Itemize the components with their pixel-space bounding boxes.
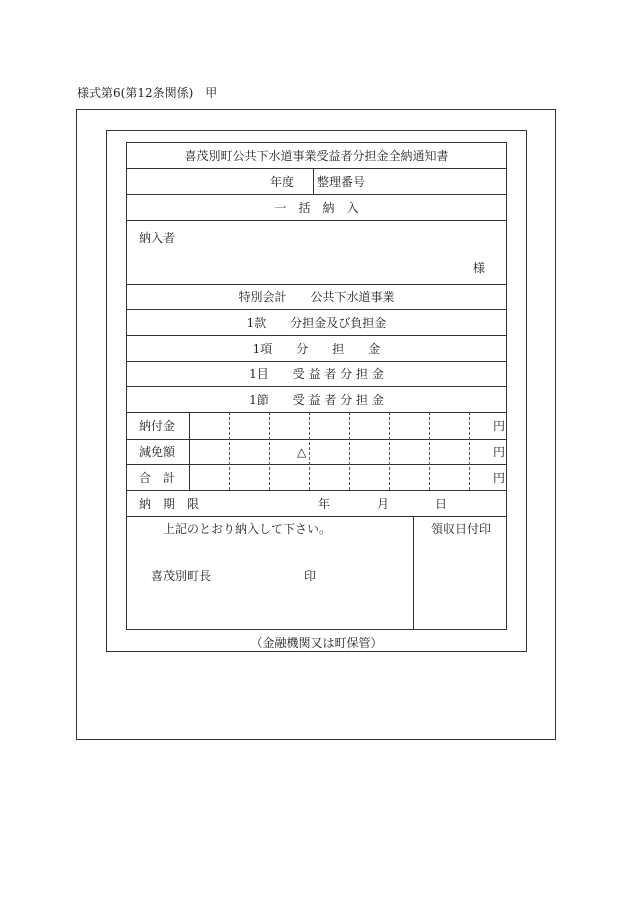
serial-divider <box>313 168 314 194</box>
row-divider <box>127 464 506 465</box>
receipt-stamp-divider <box>413 516 414 629</box>
row-divider <box>127 361 506 362</box>
budget-kan: 1款 分担金及び負担金 <box>246 316 387 330</box>
row-divider <box>127 194 506 195</box>
amount-unit: 円 <box>493 445 506 459</box>
digit-divider <box>389 412 390 490</box>
budget-account: 特別会計 公共下水道事業 <box>238 290 395 304</box>
digit-divider <box>469 412 470 490</box>
due-date-month: 月 <box>377 497 390 511</box>
row-divider <box>127 220 506 221</box>
reduction-triangle-mark: △ <box>297 445 307 459</box>
row-divider <box>127 284 506 285</box>
payer-label: 納入者 <box>139 231 176 245</box>
form-number-label: 様式第6(第12条関係) 甲 <box>77 86 218 100</box>
payment-type: 一 括 納 入 <box>274 201 359 215</box>
due-date-day: 日 <box>435 497 448 511</box>
row-divider <box>127 439 506 440</box>
digit-divider <box>349 412 350 490</box>
fiscal-year-label: 年度 <box>270 175 295 189</box>
notice-title: 喜茂別町公共下水道事業受益者分担金全納通知書 <box>184 149 449 163</box>
amount-label-payment: 納付金 <box>139 419 176 433</box>
issuer-name: 喜茂別町長 <box>151 569 212 583</box>
honorific: 様 <box>473 261 486 275</box>
payment-instruction: 上記のとおり納入して下さい。 <box>163 522 332 536</box>
budget-moku: 1目 受 益 者 分 担 金 <box>249 367 384 381</box>
row-divider <box>127 335 506 336</box>
amount-label-reduction: 減免額 <box>139 445 176 459</box>
budget-setsu: 1節 受 益 者 分 担 金 <box>249 393 384 407</box>
amount-label-divider <box>189 412 190 490</box>
row-divider <box>127 386 506 387</box>
row-divider <box>127 516 506 517</box>
digit-divider <box>429 412 430 490</box>
seal-mark: 印 <box>304 569 317 583</box>
row-divider <box>127 168 506 169</box>
serial-number-label: 整理番号 <box>317 175 366 189</box>
amount-label-total: 合 計 <box>139 471 176 485</box>
amount-unit: 円 <box>493 471 506 485</box>
budget-kou: 1項 分 担 金 <box>252 342 381 356</box>
digit-divider <box>229 412 230 490</box>
amount-unit: 円 <box>493 419 506 433</box>
retention-note: （金融機関又は町保管） <box>250 636 383 650</box>
due-date-label: 納 期 限 <box>139 497 200 511</box>
row-divider <box>127 412 506 413</box>
row-divider <box>127 490 506 491</box>
due-date-year: 年 <box>318 497 331 511</box>
receipt-date-stamp-label: 領収日付印 <box>431 522 492 536</box>
row-divider <box>127 309 506 310</box>
digit-divider <box>269 412 270 490</box>
digit-divider <box>309 412 310 490</box>
notice-table <box>126 142 507 630</box>
